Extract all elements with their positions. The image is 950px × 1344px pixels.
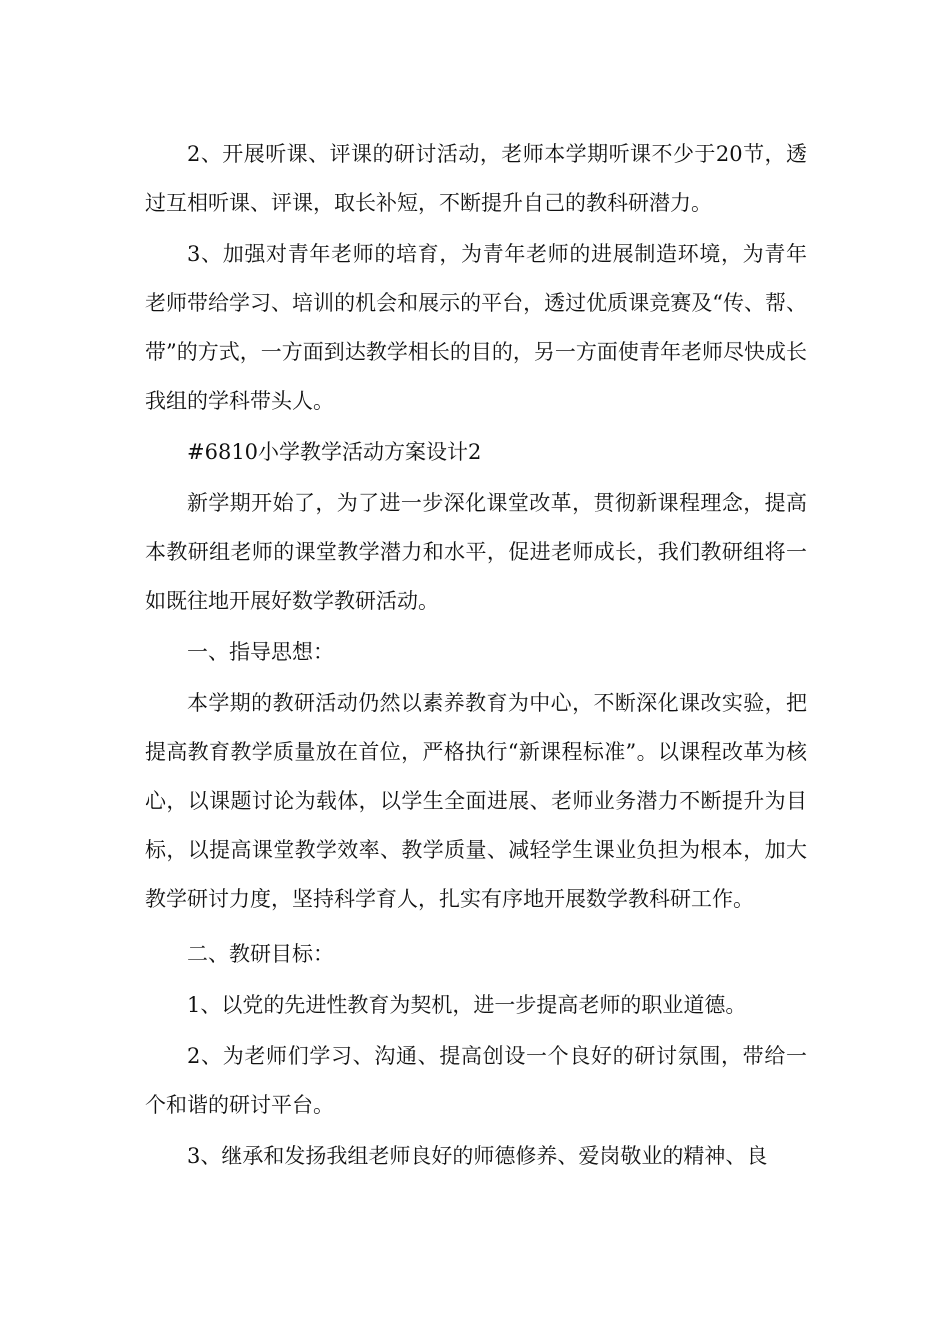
paragraph-listening-activities: 2、开展听课、评课的研讨活动，老师本学期听课不少于20节，透过互相听课、评课，取长补短，不断提升自己的教科研潜力。 bbox=[145, 142, 807, 215]
section-title: #6810小学教学活动方案设计2 bbox=[187, 440, 482, 464]
heading-research-goals: 二、教研目标： bbox=[187, 942, 334, 966]
document-body bbox=[145, 130, 807, 1181]
paragraph-goal-1: 1、以党的先进性教育为契机，进一步提高老师的职业道德。 bbox=[187, 993, 747, 1017]
paragraph-young-teachers: 3、加强对青年老师的培育，为青年老师的进展制造环境，为青年老师带给学习、培训的机会和展示的平台，透过优质课竞赛及“传、帮、带”的方式，一方面到达教学相长的目的，另一方面使青年老师尽快成长我组的学科带头人。 bbox=[145, 242, 807, 413]
heading-guiding-thought: 一、指导思想： bbox=[187, 640, 334, 664]
paragraph-goal-3: 3、继承和发扬我组老师良好的师德修养、爱岗敬业的精神、良 bbox=[187, 1144, 768, 1168]
paragraph-goal-2: 2、为老师们学习、沟通、提高创设一个良好的研讨氛围，带给一个和谐的研讨平台。 bbox=[145, 1044, 807, 1117]
paragraph-guiding-thought: 本学期的教研活动仍然以素养教育为中心，不断深化课改实验，把提高教育教学质量放在首位，严格执行“新课程标准”。以课程改革为核心，以课题讨论为载体，以学生全面进展、老师业务潜力不断提升为目标，以提高课堂教学效率、教学质量、减轻学生课业负担为根本，加大教学研讨力度，坚持科学育人，扎实有序地开展数学教科研工作。 bbox=[145, 691, 807, 911]
paragraph-intro: 新学期开始了，为了进一步深化课堂改革，贯彻新课程理念，提高本教研组老师的课堂教学潜力和水平，促进老师成长，我们教研组将一如既往地开展好数学教研活动。 bbox=[145, 491, 807, 613]
